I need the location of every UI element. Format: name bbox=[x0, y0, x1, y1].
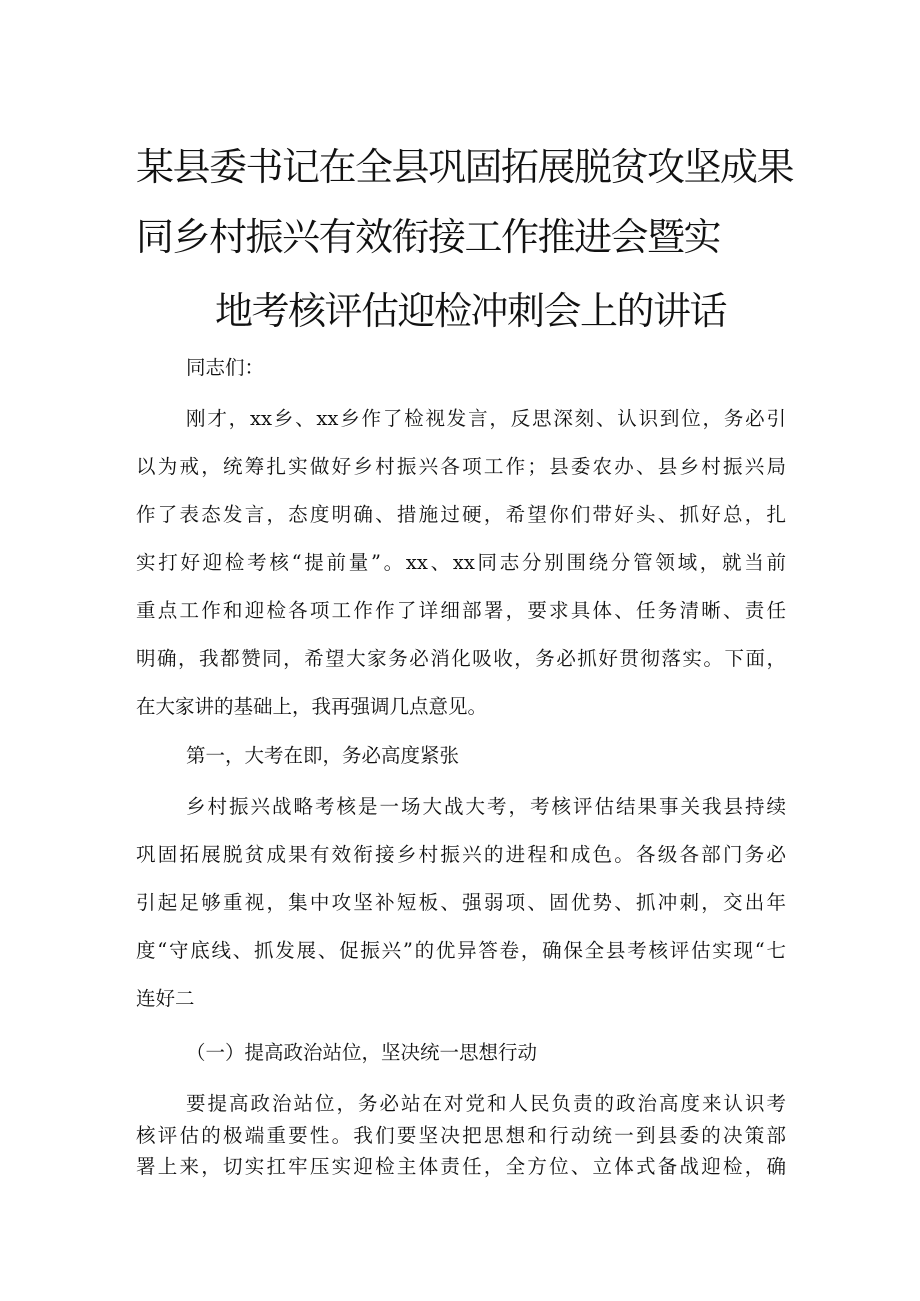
paragraph-1-line-3: 作了表态发言，态度明确、措施过硬，希望你们带好头、抓好总，扎 bbox=[136, 503, 786, 526]
paragraph-2-line-1: 乡村振兴战略考核是一场大战大考，考核评估结果事关我县持续 bbox=[186, 795, 786, 818]
subsection-heading-1: （一）提高政治站位，坚决统一思想行动 bbox=[186, 1041, 538, 1064]
paragraph-2-line-5: 连好二 bbox=[136, 987, 195, 1010]
salutation: 同志们： bbox=[186, 356, 265, 379]
paragraph-2-line-2: 巩固拓展脱贫成果有效衔接乡村振兴的进程和成色。各级各部门务必 bbox=[136, 843, 786, 866]
paragraph-1-line-5: 重点工作和迎检各项工作作了详细部署，要求具体、任务清晰、责任 bbox=[136, 599, 786, 622]
paragraph-1-line-4: 实打好迎检考核“提前量”。xx、xx同志分别围绕分管领域，就当前 bbox=[136, 551, 786, 574]
document-title-line-3: 地考核评估迎检冲刺会上的讲话 bbox=[215, 289, 727, 333]
section-heading-1: 第一，大考在即，务必高度紧张 bbox=[186, 744, 460, 767]
paragraph-1-line-7: 在大家讲的基础上，我再强调几点意见。 bbox=[136, 695, 488, 718]
paragraph-3-line-1: 要提高政治站位，务必站在对党和人民负责的政治高度来认识考 bbox=[186, 1092, 786, 1115]
paragraph-2-line-3: 引起足够重视，集中攻坚补短板、强弱项、固优势、抓冲刺，交出年 bbox=[136, 891, 786, 914]
paragraph-3-line-3: 署上来，切实扛牢压实迎检主体责任，全方位、立体式备战迎检，确 bbox=[136, 1155, 786, 1178]
paragraph-3-line-2: 核评估的极端重要性。我们要坚决把思想和行动统一到县委的决策部 bbox=[136, 1124, 786, 1147]
paragraph-1-line-6: 明确，我都赞同，希望大家务必消化吸收，务必抓好贯彻落实。下面， bbox=[136, 647, 786, 670]
document-title-line-2: 同乡村振兴有效衔接工作推进会暨实 bbox=[136, 215, 721, 259]
paragraph-1-line-1: 刚才，xx乡、xx乡作了检视发言，反思深刻、认识到位，务必引 bbox=[186, 407, 786, 430]
paragraph-2-line-4: 度“守底线、抓发展、促振兴”的优异答卷，确保全县考核评估实现“七 bbox=[136, 939, 786, 962]
paragraph-1-line-2: 以为戒，统筹扎实做好乡村振兴各项工作；县委农办、县乡村振兴局 bbox=[136, 455, 786, 478]
document-title-line-1: 某县委书记在全县巩固拓展脱贫攻坚成果 bbox=[136, 145, 794, 189]
